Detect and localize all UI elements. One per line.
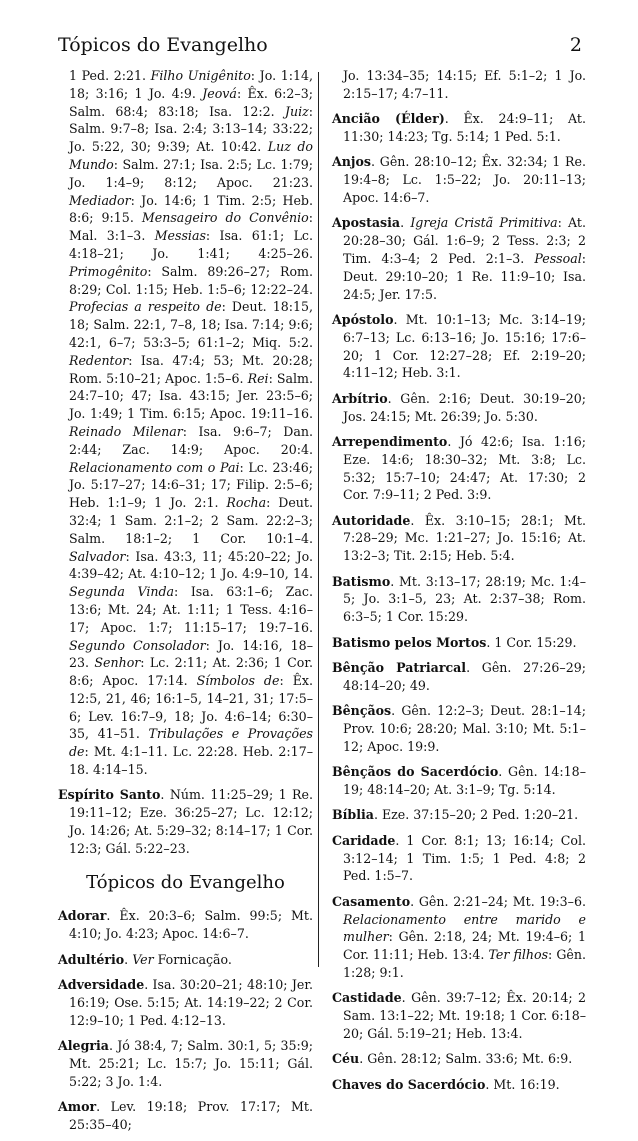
topic-term: Bênção Patriarcal [332,660,467,676]
topic-references: . Jó 38:4, 7; Salm. 30:1, 5; 35:9; Mt. 25:21; Lc. 15:7; Jo. 15:11; Gál. 5:22; 3 Jo. 1:4. [69,1038,313,1089]
topic-entry [332,433,586,504]
topic-term: Bíblia [332,807,374,823]
topic-references: . Êx. 24:9–11; At. 11:30; 14:23; Tg. 5:14; 1 Ped. 5:1. [343,111,586,144]
section-title: Tópicos do Evangelho [86,871,285,893]
topic-term: Chaves do Sacerdócio [332,1076,486,1092]
column-divider [318,72,319,967]
topic-entry [58,786,313,857]
topic-references: . Mt. 16:19. [485,1076,560,1092]
topic-term: Castidade [332,990,402,1006]
topic-references: . Gên. 27:26–29; 48:14–20; 49. [343,660,586,693]
continued-entry: 1 Ped. 2:21. Filho Unigênito: Jo. 1:14, 18; 3:16; 1 Jo. 4:9. Jeová: Êx. 6:2–3; Salm. 68:4; 83:18; Isa. 12:2. Juiz: Salm. 9:7–8; Isa. 2:4; 3:13–14; 33:22; Jo. 5:22, 30; 9:39; At. 10:42. Luz do Mundo: Salm. 27:1; Isa. 2:5; Lc. 1:79; Jo. 1:4–9; 8:12; Apoc. 21:23. Mediador: Jo. 14:6; 1 Tim. 2:5; Heb. 8:6; 9:15. Mensageiro do Convênio: Mal. 3:1–3. Messias: Isa. 61:1; Lc. 4:18–21; Jo. 1:41; 4:25–26. Primogênito: Salm. 89:26–27; Rom. 8:29; Col. 1:15; Heb. 1:5–6; 12:22–24. Profecias a respeito de: Deut. 18:15, 18; Salm. 22:1, 7–8, 18; Isa. 7:14; 9:6; 42:1, 6–7; 53:3–5; 61:1–2; Miq. 5:2. Redentor: Isa. 47:4; 53; Mt. 20:28; Rom. 5:10–21; Apoc. 1:5–6. Rei: Salm. 24:7–10; 47; Isa. 43:15; Jer. 23:5–6; Jo. 1:49; 1 Tim. 6:15; Apoc. 19:11–16. Reinado Milenar: Isa. 9:6–7; Dan. 2:44; Zac. 14:9; Apoc. 20:4. Relacionamento com o Pai: Lc. 23:46; Jo. 5:17–27; 14:6–31; 17; Filip. 2:5–6; Heb. 1:1–9; 1 Jo. 2:1. Rocha: Deut. 32:4; 1 Sam. 2:1–2; 2 Sam. 22:2–3; Salm. 18:1–2; 1 Cor. 10:1–4. Salvador: Isa. 43:3, 11; 45:20–22; Jo. 4:39–42; At. 4:10–12; 1 Jo. 4:9–10, 14. Segunda Vinda: Isa. 63:1–6; Zac. 13:6; Mt. 24; At. 1:11; 1 Tess. 4:16–17; Apoc. 1:7; 11:15–17; 19:7–16. Segundo Consolador: Jo. 14:16, 18–23. Senhor: Lc. 2:11; At. 2:36; 1 Cor. 8:6; Apoc. 17:14. Símbolos de: Êx. 12:5, 21, 46; 16:1–5, 14–21, 31; 17:5–6; Lev. 16:7–9, 18; Jo. 4:6–14; 6:30–35, 41–51. Tribulações e Provações de: Mt. 4:1–11. Lc. 22:28. Heb. 2:17–18. 4:14–15. [69,68,314,778]
topic-references: . Gên. 39:7–12; Êx. 20:14; 2 Sam. 13:1–22; Mt. 19:18; 1 Cor. 6:18–20; Gál. 5:19–21; Heb. 13:4. [343,990,586,1041]
topic-entry [332,214,586,303]
topic-entry [58,1037,313,1090]
topic-entry [332,512,586,565]
topic-entry [332,989,586,1042]
topic-entry [58,951,313,969]
topic-term: Arbítrio [332,390,388,406]
topic-references: . Eze. 37:15–20; 2 Ped. 1:20–21. [373,807,579,823]
topic-term: Bênçãos do Sacerdócio [332,764,499,780]
topic-term: Bênçãos [332,703,392,719]
topic-term: Adultério [58,951,125,967]
topic-term: Amor [58,1099,97,1114]
topic-references: . Gên. 28:12; Salm. 33:6; Mt. 6:9. [359,1051,573,1067]
topic-term: Ancião (Élder) [332,111,445,127]
topic-references: . Gên. 28:10–12; Êx. 32:34; 1 Re. 19:4–8; Lc. 1:5–22; Jo. 20:11–13; Apoc. 14:6–7. [343,154,586,205]
topic-entry [332,634,586,652]
topic-entry [332,806,586,824]
entry-list-bottom [58,907,313,1133]
topic-term: Apóstolo [332,311,394,327]
page-header [58,34,582,64]
topic-entry [332,110,586,146]
topic-term: Batismo [332,573,391,589]
topic-term: Caridade [332,832,396,848]
page-number: 2 [569,34,582,56]
topic-term: Adorar [58,908,107,924]
topic-entry [58,1098,313,1134]
right-column [332,67,586,1101]
topic-term: Arrependimento [332,433,448,449]
topic-references: . Gên. 2:16; Deut. 30:19–20; Jos. 24:15; Mt. 26:39; Jo. 5:30. [343,390,586,424]
topic-references: . Núm. 11:25–29; 1 Re. 19:11–12; Eze. 36:25–27; Lc. 12:12; Jo. 14:26; At. 5:29–32; 8:14–17; 1 Cor. 12:3; Gál. 5:22–23. [69,787,314,856]
topic-term: Adversidade [58,977,145,993]
topic-term: Apostasia [332,215,401,231]
topic-references: . Lev. 19:18; Prov. 17:17; Mt. 25:35–40; [69,1099,313,1132]
topic-term: Anjos [332,154,371,170]
topic-references: . Gên. 12:2–3; Deut. 28:1–14; Prov. 10:6; 28:20; Mal. 3:10; Mt. 5:1–12; Apoc. 19:9. [343,703,586,754]
running-title: Tópicos do Evangelho [58,34,268,56]
topic-entry [332,702,586,755]
topic-references: . Igreja Cristã Primitiva: At. 20:28–30; Gál. 1:6–9; 2 Tess. 2:3; 2 Tim. 4:3–4; 2 Ped. 2:1–3. Pessoal: Deut. 29:10–20; 1 Re. 11:9–10; Isa. 24:5; Jer. 17:5. [343,215,586,302]
topic-term: Alegria [58,1038,109,1054]
topic-entry [332,573,586,626]
topic-term: Espírito Santo [58,787,161,803]
topic-entry [332,311,586,382]
topic-references: . Gên. 2:21–24; Mt. 19:3–6. Relacionamento entre marido e mulher: Gên. 2:18, 24; Mt. 19:4–6; 1 Cor. 11:11; Heb. 13:4. Ter filhos: Gên. 1:28; 9:1. [343,893,586,980]
topic-entry [332,1050,586,1068]
topic-references: . Mt. 10:1–13; Mc. 3:14–19; 6:7–13; Lc. 6:13–16; Jo. 15:16; 17:6–20; 1 Cor. 12:27–28; Ef. 2:19–20; 4:11–12; Heb. 3:1. [343,311,586,381]
left-column [58,67,313,1141]
topic-entry [332,1076,586,1094]
topic-entry [332,390,586,426]
topic-entry [332,659,586,695]
topic-references: . Êx. 20:3–6; Salm. 99:5; Mt. 4:10; Jo. 4:23; Apoc. 14:6–7. [69,908,313,942]
topic-references: . 1 Cor. 8:1; 13; 16:14; Col. 3:12–14; 1 Tim. 1:5; 1 Ped. 4:8; 2 Ped. 1:5–7. [343,832,586,884]
topic-entry [332,893,586,982]
entry-list [332,110,586,1093]
topic-references: . Gên. 14:18–19; 48:14–20; At. 3:1–9; Tg. 5:14. [343,764,586,798]
entry-list-top [58,786,313,857]
topic-term: Autoridade [332,512,411,528]
topic-references: . Jó 42:6; Isa. 1:16; Eze. 14:6; 18:30–32; Mt. 3:8; Lc. 5:32; 15:7–10; 24:47; At. 17:30; 2 Cor. 7:9–11; 2 Ped. 3:9. [343,433,586,503]
topic-entry [332,153,586,206]
topic-entry [58,907,313,943]
topic-references: . Êx. 3:10–15; 28:1; Mt. 7:28–29; Mc. 1:21–27; Jo. 15:16; At. 13:2–3; Tit. 2:15; Heb. 5:4. [343,512,586,564]
topic-references: . 1 Cor. 15:29. [486,634,577,650]
topic-term: Casamento [332,893,411,909]
topic-term: Céu [332,1051,360,1067]
topic-entry [332,832,586,885]
topic-references: . Mt. 3:13–17; 28:19; Mc. 1:4–5; Jo. 3:1–5, 23; At. 2:37–38; Rom. 6:3–5; 1 Cor. 15:29. [343,573,586,625]
topic-entry [332,763,586,799]
topic-term: Batismo pelos Mortos [332,634,487,650]
continued-entry: Jo. 13:34–35; 14:15; Ef. 5:1–2; 1 Jo. 2:15–17; 4:7–11. [343,68,586,101]
topic-references: . Isa. 30:20–21; 48:10; Jer. 16:19; Ose. 5:15; At. 14:19–22; 2 Cor. 12:9–10; 1 Ped. 4:12–13. [69,977,313,1028]
topic-references: . Ver Fornicação. [124,951,232,967]
